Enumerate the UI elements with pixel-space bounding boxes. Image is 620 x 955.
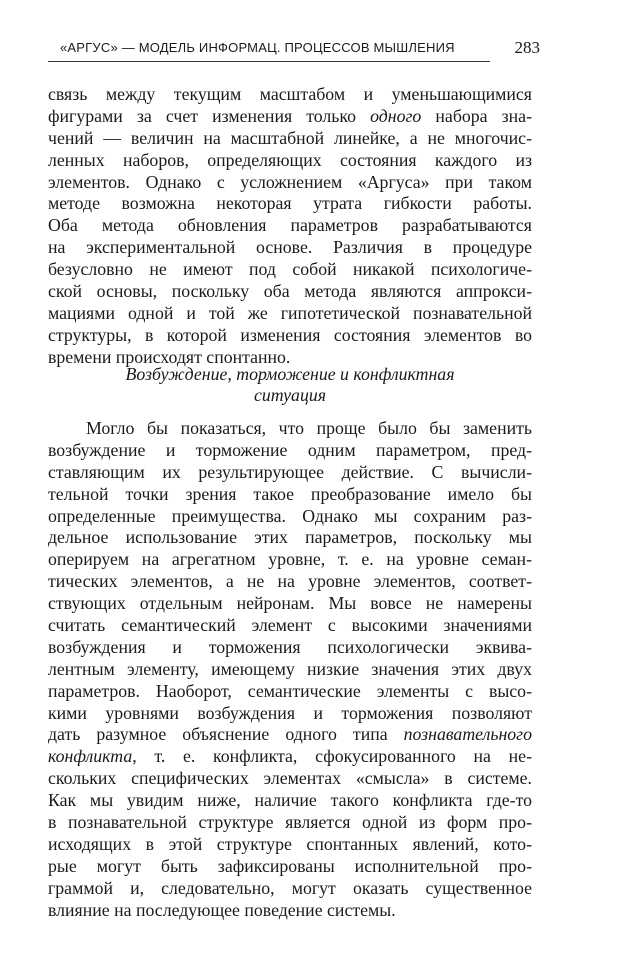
line-text-start: фигурами за счет изменения только bbox=[48, 105, 371, 126]
line-text: возбуждение и торможение одним параметром, пред- bbox=[48, 439, 532, 460]
text-line bbox=[48, 484, 532, 506]
text-line bbox=[48, 659, 532, 681]
line-text: влияние на последующее поведение системы. bbox=[48, 899, 396, 920]
line-text: рые могут быть зафиксированы исполнительной про- bbox=[48, 855, 532, 876]
section-heading bbox=[48, 364, 532, 405]
text-line bbox=[48, 571, 532, 593]
text-line bbox=[48, 593, 532, 615]
paragraph-1 bbox=[48, 84, 532, 369]
text-line bbox=[48, 237, 532, 259]
text-line bbox=[48, 549, 532, 571]
text-line bbox=[48, 440, 532, 462]
line-text: ленных наборов, определяющих состояния каждого из bbox=[48, 149, 532, 170]
section-heading-line-1: Возбуждение, торможение и конфликтная bbox=[125, 364, 455, 384]
line-text: Как мы увидим ниже, наличие такого конфликта где-то bbox=[48, 790, 532, 811]
line-text bbox=[48, 724, 532, 746]
text-line bbox=[48, 106, 532, 128]
text-line bbox=[48, 325, 532, 347]
line-text: структуры, в которой изменения состояния элементов во bbox=[48, 324, 532, 345]
text-line bbox=[48, 681, 532, 703]
line-text: тельной точки зрения такое преобразование имело бы bbox=[48, 483, 532, 504]
section-heading-line-2: ситуация bbox=[253, 384, 326, 405]
text-line bbox=[48, 150, 532, 172]
text-line bbox=[48, 193, 532, 215]
line-text: тических элементов, а не на уровне элементов, соответ- bbox=[48, 571, 532, 592]
running-head bbox=[60, 36, 540, 60]
line-text: ставляющим их результирующее действие. С вычисли- bbox=[48, 461, 532, 482]
text-line bbox=[48, 812, 532, 834]
page-number: 283 bbox=[514, 38, 540, 57]
line-text: элементов. Однако с усложнением «Аргуса» при таком bbox=[48, 171, 532, 192]
text-line bbox=[48, 462, 532, 484]
text-line bbox=[48, 172, 532, 194]
text-line bbox=[48, 303, 532, 325]
line-text: лентным элементу, имеющему низкие значения этих двух bbox=[48, 658, 532, 679]
line-text: в познавательной структуре является одной из форм про- bbox=[48, 812, 532, 833]
line-text: связь между текущим масштабом и уменьшающимися bbox=[48, 84, 532, 104]
line-text: безусловно не имеют под собой никакой психологиче- bbox=[48, 259, 532, 280]
line-text bbox=[48, 746, 532, 768]
line-text: чений — величин на масштабной линейке, а не многочис- bbox=[48, 127, 532, 148]
text-line bbox=[48, 215, 532, 237]
line-text: ской основы, поскольку оба метода являются аппрокси- bbox=[48, 281, 532, 302]
text-line bbox=[48, 834, 532, 856]
text-line bbox=[48, 84, 532, 106]
text-line bbox=[48, 856, 532, 878]
line-text: граммой и, следовательно, могут оказать существенное bbox=[48, 877, 532, 898]
line-text: оперируем на агрегатном уровне, т. е. на уровне семан- bbox=[48, 549, 532, 570]
line-text-end: набора зна- bbox=[421, 105, 532, 126]
line-text: кими уровнями возбуждения и торможения позволяют bbox=[48, 702, 532, 723]
text-line bbox=[48, 878, 532, 900]
text-line bbox=[48, 128, 532, 150]
emphasis-odnogo: одного bbox=[370, 105, 422, 126]
line-text-end: , т. е. конфликта, сфокусированного на не- bbox=[132, 746, 532, 767]
line-text: считать семантический элемент с высокими значениями bbox=[48, 615, 532, 636]
text-line bbox=[48, 768, 532, 790]
line-text: мациями одной и той же гипотетической познавательной bbox=[48, 302, 532, 323]
line-text: ствующих отдельным нейронам. Мы вовсе не намерены bbox=[48, 593, 532, 614]
text-line bbox=[48, 281, 532, 303]
text-line bbox=[48, 900, 532, 922]
line-text bbox=[48, 106, 532, 128]
emphasis-konflikta: конфликта bbox=[48, 746, 133, 767]
line-text: времени происходят спонтанно. bbox=[48, 346, 291, 367]
line-text: Могло бы показаться, что проще было бы заменить bbox=[86, 418, 532, 438]
header-rule bbox=[48, 61, 490, 62]
text-line bbox=[48, 724, 532, 746]
text-line bbox=[48, 259, 532, 281]
line-text: Оба метода обновления параметров разрабатываются bbox=[48, 215, 532, 236]
line-text: на экспериментальной основе. Различия в процедуре bbox=[48, 237, 532, 258]
text-line bbox=[48, 418, 532, 440]
paragraph-2 bbox=[48, 418, 532, 921]
emphasis-poznavatelnogo: познавательного bbox=[403, 724, 532, 745]
line-text: возбуждения и торможения психологически эквива- bbox=[48, 636, 532, 657]
text-line bbox=[48, 527, 532, 549]
line-text: скольких специфических элементах «смысла» в системе. bbox=[48, 768, 532, 789]
text-line bbox=[48, 506, 532, 528]
line-text: определенные преимущества. Однако мы сохраним раз- bbox=[48, 505, 532, 526]
line-text: методе возможна некоторая утрата гибкости работы. bbox=[48, 193, 532, 214]
text-line bbox=[48, 615, 532, 637]
text-line bbox=[48, 746, 532, 768]
line-text: дельное использование этих параметров, поскольку мы bbox=[48, 527, 532, 548]
line-text: исходящих в этой структуре спонтанных явлений, кото- bbox=[48, 833, 532, 854]
text-line bbox=[48, 703, 532, 725]
running-title: «АРГУС» — МОДЕЛЬ ИНФОРМАЦ. ПРОЦЕССОВ МЫШЛЕНИЯ bbox=[60, 40, 455, 55]
line-text-start: дать разумное объяснение одного типа bbox=[48, 724, 404, 745]
text-line bbox=[48, 637, 532, 659]
text-line bbox=[48, 790, 532, 812]
line-text: параметров. Наоборот, семантические элементы с высо- bbox=[48, 680, 532, 701]
